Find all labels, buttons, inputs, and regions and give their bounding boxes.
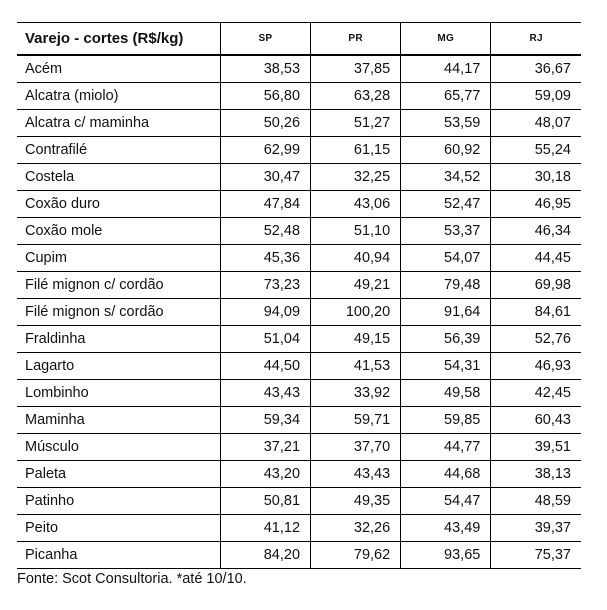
price-cell-pr: 41,53 bbox=[311, 353, 401, 380]
price-cell-mg: 79,48 bbox=[401, 272, 491, 299]
price-cell-pr: 43,06 bbox=[311, 191, 401, 218]
price-cell-sp: 30,47 bbox=[220, 164, 310, 191]
price-cell-sp: 47,84 bbox=[220, 191, 310, 218]
price-cell-mg: 54,47 bbox=[401, 488, 491, 515]
price-cell-rj: 46,95 bbox=[491, 191, 581, 218]
price-cell-sp: 43,43 bbox=[220, 380, 310, 407]
price-cell-sp: 37,21 bbox=[220, 434, 310, 461]
price-cell-sp: 41,12 bbox=[220, 515, 310, 542]
table-row bbox=[17, 245, 581, 272]
price-cell-mg: 60,92 bbox=[401, 137, 491, 164]
price-cell-mg: 59,85 bbox=[401, 407, 491, 434]
price-table-container bbox=[17, 22, 581, 569]
price-cell-mg: 44,68 bbox=[401, 461, 491, 488]
cut-name-cell: Lombinho bbox=[17, 380, 220, 407]
state-header-rj: RJ bbox=[491, 23, 581, 56]
price-cell-mg: 43,49 bbox=[401, 515, 491, 542]
price-cell-rj: 75,37 bbox=[491, 542, 581, 569]
price-cell-pr: 51,10 bbox=[311, 218, 401, 245]
cut-name-cell: Cupim bbox=[17, 245, 220, 272]
table-row bbox=[17, 380, 581, 407]
cut-name-cell: Alcatra (miolo) bbox=[17, 83, 220, 110]
price-cell-rj: 30,18 bbox=[491, 164, 581, 191]
price-cell-mg: 44,77 bbox=[401, 434, 491, 461]
price-cell-rj: 42,45 bbox=[491, 380, 581, 407]
cut-name-cell: Peito bbox=[17, 515, 220, 542]
table-row bbox=[17, 164, 581, 191]
price-cell-pr: 49,21 bbox=[311, 272, 401, 299]
price-cell-pr: 79,62 bbox=[311, 542, 401, 569]
price-cell-rj: 55,24 bbox=[491, 137, 581, 164]
price-cell-rj: 38,13 bbox=[491, 461, 581, 488]
price-cell-pr: 59,71 bbox=[311, 407, 401, 434]
state-header-pr: PR bbox=[311, 23, 401, 56]
price-cell-mg: 93,65 bbox=[401, 542, 491, 569]
price-cell-sp: 52,48 bbox=[220, 218, 310, 245]
table-row bbox=[17, 83, 581, 110]
price-cell-pr: 43,43 bbox=[311, 461, 401, 488]
table-body bbox=[17, 55, 581, 569]
cut-name-cell: Acém bbox=[25, 61, 63, 77]
cut-name-cell: Alcatra c/ maminha bbox=[17, 110, 220, 137]
source-footnote: Fonte: Scot Consultoria. *até 10/10. bbox=[17, 571, 247, 587]
price-cell-rj: 36,67 bbox=[491, 55, 581, 83]
cut-name-cell: Filé mignon c/ cordão bbox=[17, 272, 220, 299]
table-row bbox=[17, 434, 581, 461]
table-row bbox=[17, 272, 581, 299]
price-cell-mg: 52,47 bbox=[401, 191, 491, 218]
state-header-sp: SP bbox=[220, 23, 310, 56]
price-cell-mg: 44,17 bbox=[401, 55, 491, 83]
price-cell-rj: 39,37 bbox=[491, 515, 581, 542]
cut-name-cell: Filé mignon s/ cordão bbox=[17, 299, 220, 326]
price-cell-sp: 84,20 bbox=[220, 542, 310, 569]
price-cell-mg: 53,59 bbox=[401, 110, 491, 137]
price-cell-sp: 73,23 bbox=[220, 272, 310, 299]
price-cell-sp: 62,99 bbox=[220, 137, 310, 164]
price-cell-rj: 48,07 bbox=[491, 110, 581, 137]
table-row bbox=[17, 326, 581, 353]
price-cell-pr: 33,92 bbox=[311, 380, 401, 407]
price-cell-sp: 45,36 bbox=[220, 245, 310, 272]
table-row bbox=[17, 407, 581, 434]
cut-name-cell: Contrafilé bbox=[17, 137, 220, 164]
price-cell-rj: 60,43 bbox=[491, 407, 581, 434]
retail-cuts-price-table bbox=[17, 22, 581, 569]
price-cell-sp: 56,80 bbox=[220, 83, 310, 110]
price-cell-pr: 37,70 bbox=[311, 434, 401, 461]
price-cell-pr: 51,27 bbox=[311, 110, 401, 137]
price-cell-pr: 32,25 bbox=[311, 164, 401, 191]
table-row bbox=[17, 353, 581, 380]
table-row bbox=[17, 191, 581, 218]
price-cell-pr: 40,94 bbox=[311, 245, 401, 272]
table-row bbox=[17, 110, 581, 137]
cut-name-cell: Maminha bbox=[17, 407, 220, 434]
price-cell-pr: 61,15 bbox=[311, 137, 401, 164]
price-cell-mg: 34,52 bbox=[401, 164, 491, 191]
price-cell-mg: 49,58 bbox=[401, 380, 491, 407]
cut-name-cell: Fraldinha bbox=[17, 326, 220, 353]
cut-name-cell: Coxão duro bbox=[17, 191, 220, 218]
table-row bbox=[17, 218, 581, 245]
price-cell-pr: 49,15 bbox=[311, 326, 401, 353]
price-cell-sp: 50,26 bbox=[220, 110, 310, 137]
table-row bbox=[17, 515, 581, 542]
price-cell-sp: 59,34 bbox=[220, 407, 310, 434]
price-cell-sp: 51,04 bbox=[220, 326, 310, 353]
cut-name-cell: Patinho bbox=[17, 488, 220, 515]
table-row bbox=[17, 488, 581, 515]
price-cell-mg: 91,64 bbox=[401, 299, 491, 326]
table-row bbox=[17, 299, 581, 326]
price-cell-rj: 84,61 bbox=[491, 299, 581, 326]
price-cell-sp: 44,50 bbox=[220, 353, 310, 380]
price-cell-rj: 46,93 bbox=[491, 353, 581, 380]
price-cell-rj: 52,76 bbox=[491, 326, 581, 353]
cut-name-cell: Músculo bbox=[17, 434, 220, 461]
price-cell-mg: 53,37 bbox=[401, 218, 491, 245]
price-cell-mg: 54,31 bbox=[401, 353, 491, 380]
table-row bbox=[17, 542, 581, 569]
price-cell-pr: 37,85 bbox=[311, 55, 401, 83]
table-title-header: Varejo - cortes (R$/kg) bbox=[17, 23, 220, 56]
price-cell-pr: 100,20 bbox=[311, 299, 401, 326]
cut-name-cell: Coxão mole bbox=[17, 218, 220, 245]
price-cell-sp: 50,81 bbox=[220, 488, 310, 515]
price-cell-pr: 63,28 bbox=[311, 83, 401, 110]
table-row bbox=[17, 55, 581, 83]
price-cell-rj: 44,45 bbox=[491, 245, 581, 272]
table-row bbox=[17, 137, 581, 164]
table-header-row bbox=[17, 23, 581, 56]
price-cell-mg: 54,07 bbox=[401, 245, 491, 272]
price-cell-sp: 43,20 bbox=[220, 461, 310, 488]
price-cell-rj: 48,59 bbox=[491, 488, 581, 515]
table-row bbox=[17, 461, 581, 488]
price-cell-mg: 65,77 bbox=[401, 83, 491, 110]
price-cell-mg: 56,39 bbox=[401, 326, 491, 353]
cut-name-cell: Paleta bbox=[17, 461, 220, 488]
price-cell-pr: 32,26 bbox=[311, 515, 401, 542]
cut-name-cell: Lagarto bbox=[17, 353, 220, 380]
price-cell-sp: 94,09 bbox=[220, 299, 310, 326]
cut-name-cell: Costela bbox=[17, 164, 220, 191]
state-header-mg: MG bbox=[401, 23, 491, 56]
cut-name-cell: Picanha bbox=[17, 542, 220, 569]
price-cell-rj: 46,34 bbox=[491, 218, 581, 245]
price-cell-rj: 39,51 bbox=[491, 434, 581, 461]
price-cell-rj: 69,98 bbox=[491, 272, 581, 299]
price-cell-rj: 59,09 bbox=[491, 83, 581, 110]
price-cell-pr: 49,35 bbox=[311, 488, 401, 515]
price-cell-sp: 38,53 bbox=[220, 55, 310, 83]
